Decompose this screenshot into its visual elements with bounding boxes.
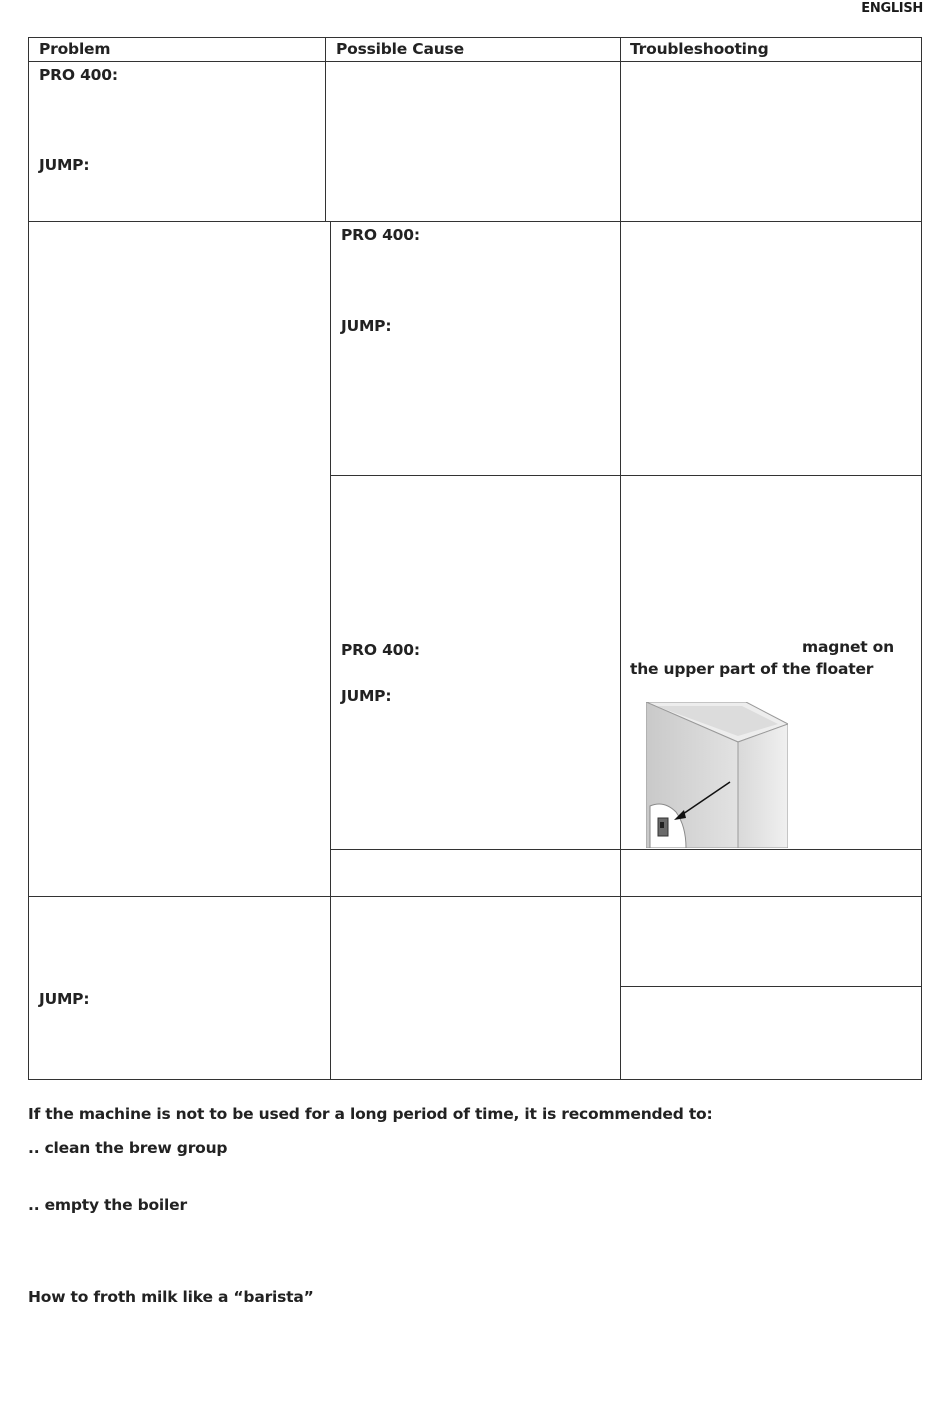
row1-problem-jump: JUMP:	[39, 156, 90, 174]
storage-step-empty-boiler: .. empty the boiler	[28, 1196, 187, 1214]
row1-divider	[28, 221, 922, 222]
col1-divider-top	[325, 37, 326, 222]
table-border-left	[28, 37, 29, 1080]
row2a-divider	[330, 475, 922, 476]
row2-cause1-pro400: PRO 400:	[341, 226, 420, 244]
row2-fix-line1: magnet on	[802, 638, 894, 656]
row2-fix-line2: the upper part of the floater	[630, 660, 874, 678]
language-label: ENGLISH	[861, 1, 923, 16]
column-header-cause: Possible Cause	[336, 40, 464, 58]
row3-inner-divider	[620, 986, 922, 987]
col2-divider	[620, 37, 621, 1080]
section-heading-froth-milk: How to froth milk like a “barista”	[28, 1288, 314, 1306]
column-header-troubleshooting: Troubleshooting	[630, 40, 769, 58]
table-border-top	[28, 37, 922, 38]
storage-step-clean-brew-group: .. clean the brew group	[28, 1139, 228, 1157]
table-border-bottom	[28, 1079, 922, 1080]
floater-magnet-illustration	[646, 702, 788, 848]
row2b-divider	[330, 849, 922, 850]
row2-cause1-jump: JUMP:	[341, 317, 392, 335]
row2-cause2-jump: JUMP:	[341, 687, 392, 705]
column-header-problem: Problem	[39, 40, 111, 58]
table-border-right	[921, 37, 922, 1080]
row2-cause2-pro400: PRO 400:	[341, 641, 420, 659]
row1-problem-pro400: PRO 400:	[39, 66, 118, 84]
storage-recommendation-intro: If the machine is not to be used for a long period of time, it is recommended to:	[28, 1105, 713, 1123]
row3-problem-jump: JUMP:	[39, 990, 90, 1008]
row2-divider	[28, 896, 922, 897]
header-row-divider	[28, 61, 922, 62]
col1-divider-bottom	[330, 221, 331, 1080]
